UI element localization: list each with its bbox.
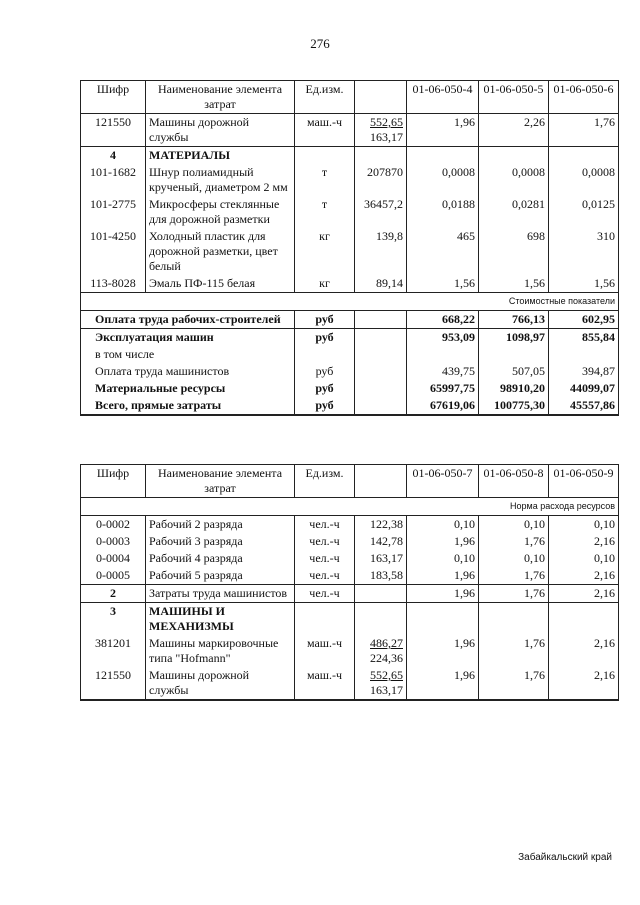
row-code: 0-0005 [81, 567, 146, 585]
table-row [81, 635, 619, 667]
cost-label: Оплата труда машинистов [81, 363, 295, 380]
cost-header-row [81, 293, 619, 311]
cost-label: Всего, прямые затраты [81, 397, 295, 415]
table-row [81, 567, 619, 585]
row-code: 381201 [81, 635, 146, 667]
row-value: 2,16 [549, 585, 619, 603]
row-value: 1,96 [407, 114, 479, 147]
row-value: 2,16 [549, 667, 619, 700]
cost-unit: руб [295, 363, 355, 380]
row-value: 0,10 [407, 550, 479, 567]
row-name: Микросферы стеклянные для дорожной разметки [146, 196, 295, 228]
row-unit: кг [295, 228, 355, 275]
cost-row [81, 397, 619, 415]
cost-value: 100775,30 [479, 397, 549, 415]
cost-value: 602,95 [549, 311, 619, 329]
cost-value: 439,75 [407, 363, 479, 380]
row-unit: чел.-ч [295, 516, 355, 534]
cost-unit: руб [295, 397, 355, 415]
row-value: 1,76 [479, 567, 549, 585]
cost-value: 67619,06 [407, 397, 479, 415]
price-wage: 163,17 [370, 130, 403, 144]
header-unit: Ед.изм. [295, 465, 355, 498]
section-number: 3 [81, 603, 146, 636]
row-price: 142,78 [355, 533, 407, 550]
row-value: 2,16 [549, 635, 619, 667]
row-name: Эмаль ПФ-115 белая [146, 275, 295, 293]
table-header-row [81, 81, 619, 114]
table-row [81, 585, 619, 603]
row-price [355, 635, 407, 667]
row-value: 0,0125 [549, 196, 619, 228]
row-value: 1,76 [479, 667, 549, 700]
page-number: 276 [310, 36, 330, 51]
row-code: 0-0004 [81, 550, 146, 567]
row-value: 2,16 [549, 533, 619, 550]
price-wage: 224,36 [370, 651, 403, 665]
row-value: 0,10 [549, 550, 619, 567]
row-value: 2,16 [549, 567, 619, 585]
price-wage: 163,17 [370, 683, 403, 697]
row-code: 101-4250 [81, 228, 146, 275]
row-name: Машины дорожной службы [146, 114, 295, 147]
row-price: 89,14 [355, 275, 407, 293]
row-price: 139,8 [355, 228, 407, 275]
row-value: 1,96 [407, 533, 479, 550]
section-row [81, 147, 619, 165]
row-code: 101-2775 [81, 196, 146, 228]
row-value: 1,96 [407, 635, 479, 667]
cost-unit: руб [295, 380, 355, 397]
row-value: 0,0008 [479, 164, 549, 196]
header-name: Наименование элемента затрат [146, 465, 295, 498]
cost-value: 1098,97 [479, 329, 549, 347]
cost-label: в том числе [81, 346, 295, 363]
row-value: 1,76 [479, 635, 549, 667]
row-unit: маш.-ч [295, 635, 355, 667]
row-name: Машины маркировочные типа "Hofmann" [146, 635, 295, 667]
row-code: 0-0002 [81, 516, 146, 534]
row-value: 0,0008 [407, 164, 479, 196]
header-col-1: 01-06-050-7 [407, 465, 479, 498]
price-total: 552,65 [370, 115, 403, 129]
row-value: 1,56 [407, 275, 479, 293]
cost-value: 65997,75 [407, 380, 479, 397]
cost-value: 507,05 [479, 363, 549, 380]
table-header-row [81, 465, 619, 498]
row-price: 183,58 [355, 567, 407, 585]
row-code: 2 [81, 585, 146, 603]
cost-row [81, 311, 619, 329]
row-unit: т [295, 196, 355, 228]
row-price: 122,38 [355, 516, 407, 534]
row-value: 0,10 [479, 550, 549, 567]
cost-unit: руб [295, 329, 355, 347]
cost-value: 394,87 [549, 363, 619, 380]
cost-value: 98910,20 [479, 380, 549, 397]
row-code: 101-1682 [81, 164, 146, 196]
row-price: 163,17 [355, 550, 407, 567]
row-value: 2,26 [479, 114, 549, 147]
cost-row [81, 363, 619, 380]
row-value: 1,76 [479, 533, 549, 550]
row-name: Рабочий 5 разряда [146, 567, 295, 585]
cost-value: 766,13 [479, 311, 549, 329]
row-value: 698 [479, 228, 549, 275]
price-total: 486,27 [370, 636, 403, 650]
row-value: 1,56 [549, 275, 619, 293]
row-name: Шнур полиамидный крученый, диаметром 2 мм [146, 164, 295, 196]
cost-header: Стоимостные показатели [81, 293, 619, 311]
table-row [81, 164, 619, 196]
row-value: 310 [549, 228, 619, 275]
row-price: 36457,2 [355, 196, 407, 228]
header-code: Шифр [81, 465, 146, 498]
row-unit: т [295, 164, 355, 196]
resource-table-1 [80, 80, 619, 416]
row-value: 1,96 [407, 567, 479, 585]
row-name: Рабочий 2 разряда [146, 516, 295, 534]
price-total: 552,65 [370, 668, 403, 682]
norm-header: Норма расхода ресурсов [81, 498, 619, 516]
row-unit: чел.-ч [295, 550, 355, 567]
table-row [81, 550, 619, 567]
header-col-1: 01-06-050-4 [407, 81, 479, 114]
cost-label: Оплата труда рабочих-строителей [81, 311, 295, 329]
row-value: 1,96 [407, 667, 479, 700]
row-price [355, 114, 407, 147]
cost-value: 44099,07 [549, 380, 619, 397]
table-row [81, 667, 619, 700]
row-name: Рабочий 3 разряда [146, 533, 295, 550]
header-col-3: 01-06-050-6 [549, 81, 619, 114]
table-row [81, 114, 619, 147]
row-name: Холодный пластик для дорожной разметки, цвет белый [146, 228, 295, 275]
table-row [81, 275, 619, 293]
section-number: 4 [81, 147, 146, 165]
row-value: 1,56 [479, 275, 549, 293]
row-unit: чел.-ч [295, 567, 355, 585]
row-value: 0,10 [479, 516, 549, 534]
header-price [355, 465, 407, 498]
header-price [355, 81, 407, 114]
row-value: 0,0281 [479, 196, 549, 228]
row-unit: кг [295, 275, 355, 293]
section-title: МАТЕРИАЛЫ [146, 147, 295, 165]
row-value: 0,10 [549, 516, 619, 534]
row-unit: маш.-ч [295, 114, 355, 147]
header-code: Шифр [81, 81, 146, 114]
section-title: МАШИНЫ И МЕХАНИЗМЫ [146, 603, 295, 636]
row-name: Затраты труда машинистов [146, 585, 295, 603]
row-value: 0,0188 [407, 196, 479, 228]
header-name: Наименование элемента затрат [146, 81, 295, 114]
row-value: 1,76 [479, 585, 549, 603]
header-col-2: 01-06-050-8 [479, 465, 549, 498]
row-name: Рабочий 4 разряда [146, 550, 295, 567]
cost-label: Эксплуатация машин [81, 329, 295, 347]
table-row [81, 228, 619, 275]
row-code: 121550 [81, 114, 146, 147]
section-row [81, 603, 619, 636]
row-value: 0,0008 [549, 164, 619, 196]
table-row [81, 196, 619, 228]
table-row [81, 533, 619, 550]
row-unit: маш.-ч [295, 667, 355, 700]
row-value: 0,10 [407, 516, 479, 534]
row-code: 0-0003 [81, 533, 146, 550]
cost-unit: руб [295, 311, 355, 329]
cost-row [81, 380, 619, 397]
cost-value: 45557,86 [549, 397, 619, 415]
row-value: 1,76 [549, 114, 619, 147]
norm-header-row [81, 498, 619, 516]
region-footer: Забайкальский край [518, 852, 612, 863]
row-code: 121550 [81, 667, 146, 700]
row-price [355, 667, 407, 700]
cost-row [81, 346, 619, 363]
cost-label: Материальные ресурсы [81, 380, 295, 397]
row-name: Машины дорожной службы [146, 667, 295, 700]
row-value: 1,96 [407, 585, 479, 603]
row-unit: чел.-ч [295, 533, 355, 550]
row-price: 207870 [355, 164, 407, 196]
row-code: 113-8028 [81, 275, 146, 293]
resource-table-2 [80, 464, 619, 701]
cost-value: 668,22 [407, 311, 479, 329]
row-value: 465 [407, 228, 479, 275]
header-col-2: 01-06-050-5 [479, 81, 549, 114]
cost-row [81, 329, 619, 347]
header-unit: Ед.изм. [295, 81, 355, 114]
row-unit: чел.-ч [295, 585, 355, 603]
cost-value: 855,84 [549, 329, 619, 347]
table-row [81, 516, 619, 534]
header-col-3: 01-06-050-9 [549, 465, 619, 498]
cost-value: 953,09 [407, 329, 479, 347]
